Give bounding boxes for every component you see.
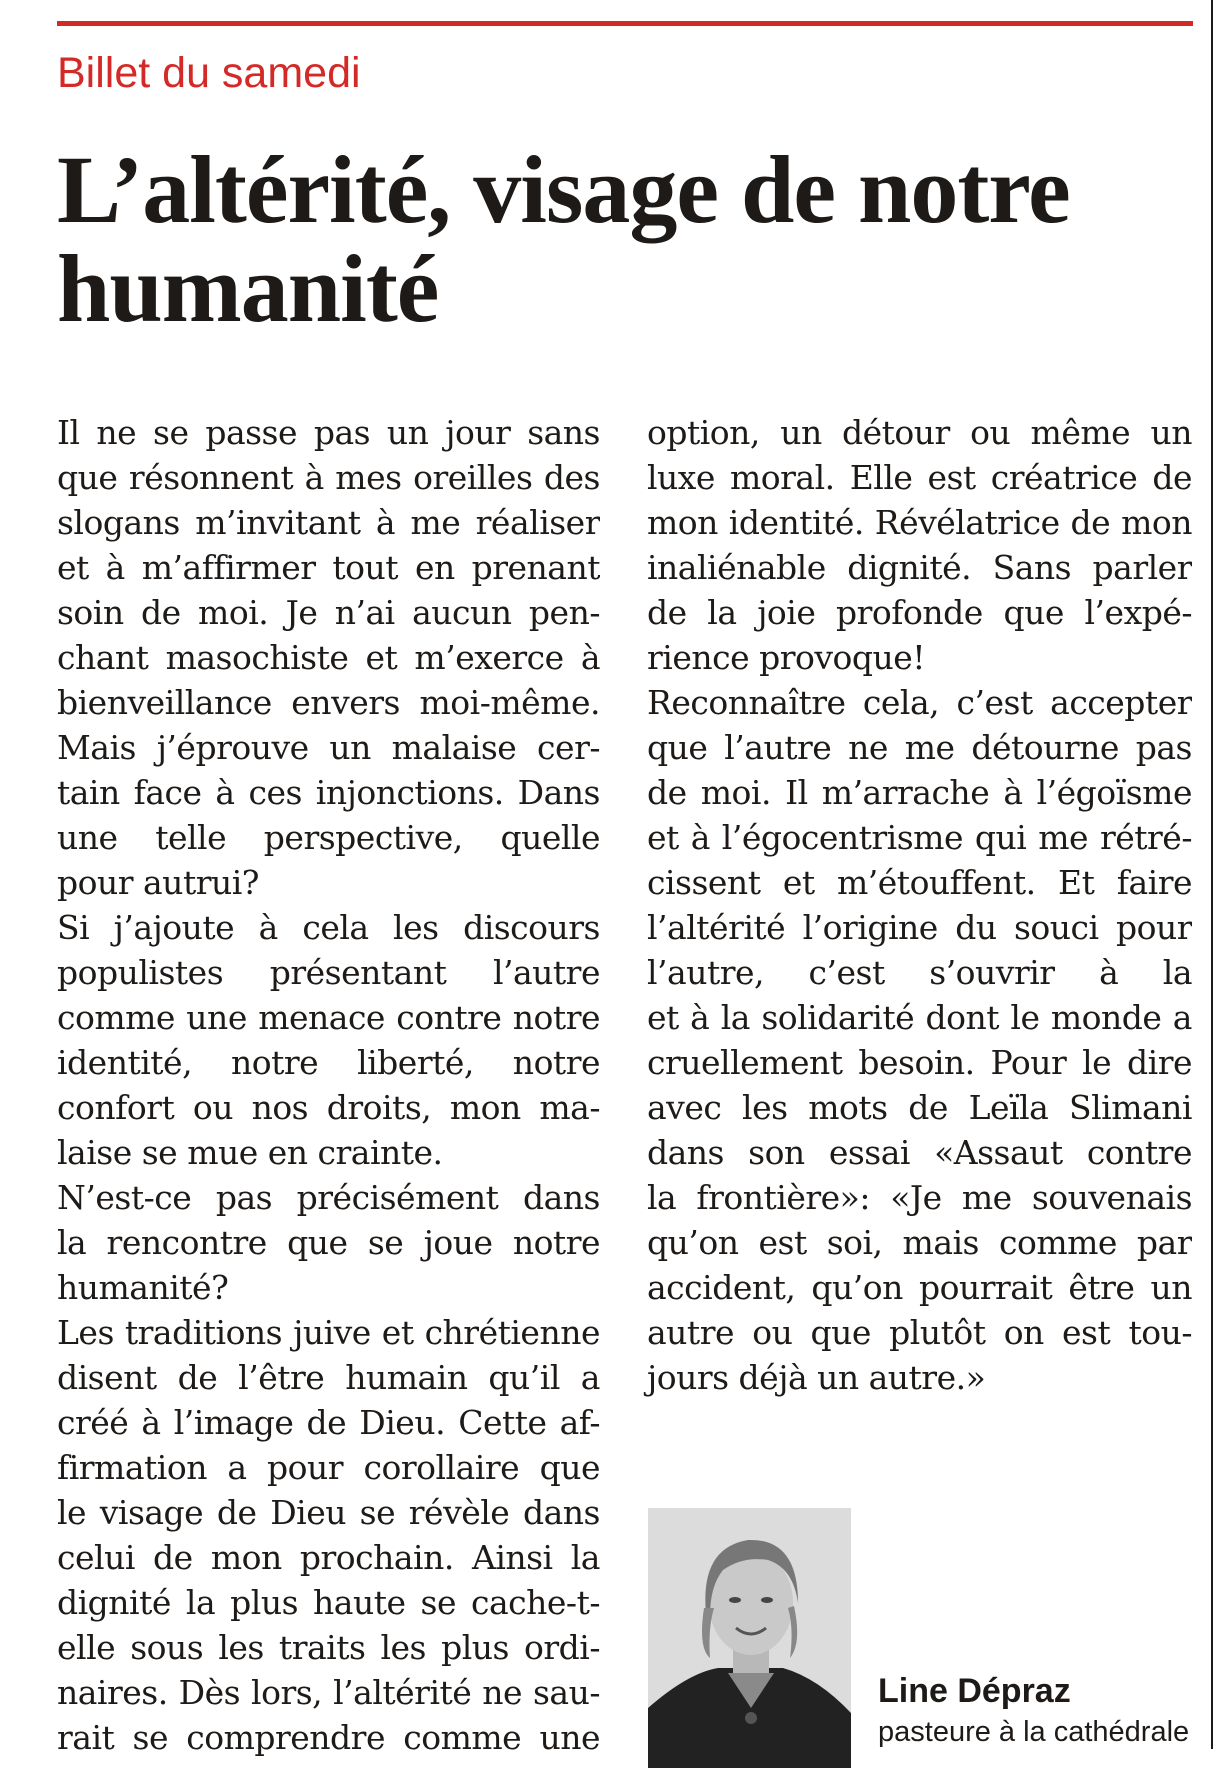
body-line: N’est-ce pas précisément dans [57, 1178, 600, 1217]
body-line: populistes présentant l’autre [57, 953, 600, 992]
body-line: Reconnaître cela, c’est accepter [647, 683, 1192, 722]
body-line: confort ou nos droits, mon ma- [57, 1088, 600, 1127]
body-line: dignité la plus haute se cache-t- [57, 1583, 600, 1622]
body-line: qu’on est soi, mais comme par [647, 1223, 1192, 1262]
body-line: soin de moi. Je n’ai aucun pen- [57, 593, 600, 632]
body-line: une telle perspective, quelle [57, 818, 600, 857]
author-portrait-image [648, 1508, 851, 1768]
body-line: identité, notre liberté, notre [57, 1043, 600, 1082]
body-line: Si j’ajoute à cela les discours [57, 908, 600, 947]
body-line: et à m’affirmer tout en prenant [57, 548, 600, 587]
body-column-right [647, 410, 1192, 1400]
body-line: elle sous les traits les plus ordi- [57, 1628, 600, 1667]
body-line: la rencontre que se joue notre [57, 1223, 600, 1262]
body-line: dans son essai «Assaut contre [647, 1133, 1192, 1172]
body-line: firmation a pour corollaire que [57, 1448, 600, 1487]
body-line: autre ou que plutôt on est tou- [647, 1313, 1192, 1352]
author-role: pasteure à la cathédrale [878, 1716, 1190, 1748]
body-line: laise se mue en crainte. [57, 1133, 443, 1172]
body-line: mon identité. Révélatrice de mon [647, 503, 1192, 542]
body-column-left [57, 410, 600, 1760]
body-line: que résonnent à mes oreilles des [57, 458, 600, 497]
body-line: luxe moral. Elle est créatrice de [647, 458, 1192, 497]
top-rule [57, 21, 1193, 26]
body-line: créé à l’image de Dieu. Cette af- [57, 1403, 600, 1442]
body-line: rience provoque! [647, 638, 926, 677]
page-edge-line [1211, 0, 1213, 1749]
article-headline: L’altérité, visage de notre humanité [57, 136, 1070, 342]
body-line: option, un détour ou même un [647, 413, 1192, 452]
body-line: Les traditions juive et chrétienne [57, 1313, 600, 1352]
body-line: de la joie profonde que l’expé- [647, 593, 1192, 632]
body-line: slogans m’invitant à me réaliser [57, 503, 600, 542]
body-line: de moi. Il m’arrache à l’égoïsme [647, 773, 1192, 812]
body-line: jours déjà un autre.» [647, 1358, 986, 1397]
body-line: bienveillance envers moi-même. [57, 683, 600, 722]
body-line: le visage de Dieu se révèle dans [57, 1493, 600, 1532]
body-line: accident, qu’on pourrait être un [647, 1268, 1192, 1307]
body-line: humanité? [57, 1268, 229, 1307]
body-line: rait se comprendre comme une [57, 1718, 600, 1757]
section-kicker: Billet du samedi [57, 49, 361, 97]
body-line: l’altérité l’origine du souci pour [647, 908, 1192, 947]
body-line: Il ne se passe pas un jour sans [57, 413, 600, 452]
body-line: cruellement besoin. Pour le dire [647, 1043, 1192, 1082]
body-line: inaliénable dignité. Sans parler [647, 548, 1192, 587]
body-line: l’autre, c’est s’ouvrir à la [647, 953, 1192, 992]
body-line: chant masochiste et m’exerce à [57, 638, 600, 677]
body-line: que l’autre ne me détourne pas [647, 728, 1192, 767]
body-line: disent de l’être humain qu’il a [57, 1358, 600, 1397]
body-line: Mais j’éprouve un malaise cer- [57, 728, 600, 767]
body-line: celui de mon prochain. Ainsi la [57, 1538, 600, 1577]
body-line: et à l’égocentrisme qui me rétré- [647, 818, 1192, 857]
body-line: cissent et m’étouffent. Et faire [647, 863, 1192, 902]
body-line: avec les mots de Leïla Slimani [647, 1088, 1192, 1127]
author-photo [648, 1508, 851, 1768]
body-line: comme une menace contre notre [57, 998, 600, 1037]
body-line: la frontière»: «Je me souvenais [647, 1178, 1192, 1217]
body-line: naires. Dès lors, l’altérité ne sau- [57, 1673, 600, 1712]
author-name: Line Dépraz [878, 1672, 1071, 1710]
body-line: et à la solidarité dont le monde a [647, 998, 1192, 1037]
body-line: tain face à ces injonctions. Dans [57, 773, 600, 812]
body-line: pour autrui? [57, 863, 259, 902]
